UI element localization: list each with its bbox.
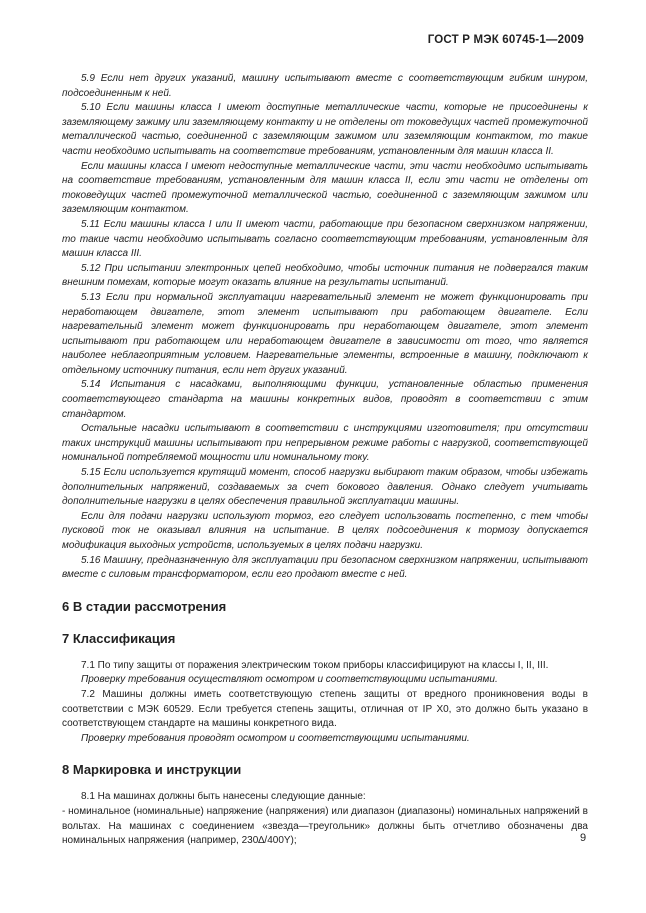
- paragraph-5-15: 5.15 Если используется крутящий момент, способ нагрузки выбирают таким образом, чтобы избежать дополнительных напряжений, создаваемых за счет бокового давления. Однако следует учитывать дополнительные нагрузки в целях обеспечения правильной эксплуатации машины.: [62, 467, 588, 508]
- paragraph-5-14: 5.14 Испытания с насадками, выполняющими функции, установленные областью применения соответствующего стандарта на машины конкретных видов, проводят в соответствии с этим стандартом.: [62, 379, 588, 420]
- paragraph-5-13: 5.13 Если при нормальной эксплуатации нагревательный элемент не может функционировать при неработающем двигателе, этот элемент испытывают при работающем двигателе. Если нагревательный элемент может функционировать при неработающем двигателе, этот элемент испытывают при работающем или неработающем двигателе в зависимости от того, что является наиболее неблагоприятным условием. Нагревательные элементы, встроенные в машину, подключают к отдельному источнику питания, если нет других указаний.: [62, 291, 588, 376]
- page-number: 9: [580, 832, 587, 844]
- paragraph-8-1: 8.1 На машинах должны быть нанесены следующие данные:: [81, 791, 366, 803]
- section-8-heading: 8 Маркировка и инструкции: [62, 762, 242, 778]
- paragraph-5-12: 5.12 При испытании электронных цепей необходимо, чтобы источник питания не подвергался таким внешним помехам, которые могут оказать влияние на результаты испытаний.: [62, 262, 588, 289]
- paragraph-7-2-check: Проверку требования проводят осмотром и соответствующими испытаниями.: [81, 732, 470, 744]
- paragraph-7-1-check: Проверку требования осуществляют осмотром и соответствующими испытаниями.: [81, 674, 498, 686]
- page-content: [62, 72, 588, 849]
- paragraph-7-2: 7.2 Машины должны иметь соответствующую степень защиты от вредного проникновения воды в соответствии с МЭК 60529. Если требуется степень защиты, отличная от IP X0, это должно быть указано в соответствующем стандарте на машины конкретного вида.: [62, 688, 588, 730]
- section-6-heading: 6 В стадии рассмотрения: [62, 598, 227, 614]
- paragraph-5-16: 5.16 Машину, предназначенную для эксплуатации при безопасном сверхнизком напряжении, испытывают вместе с силовым трансформатором, если его продают вместе с ней.: [62, 554, 588, 581]
- paragraph-5-11: 5.11 Если машины класса I или II имеют части, работающие при безопасном сверхнизком напряжении, то такие части необходимо испытывать согласно соответствующим требованиям, установленным для машин класса III.: [62, 218, 588, 260]
- paragraph-5-9: 5.9 Если нет других указаний, машину испытывают вместе с соответствующим гибким шнуром, подсоединенным к ней.: [62, 73, 588, 99]
- paragraph-8-1-item: - номинальное (номинальные) напряжение (напряжения) или диапазон (диапазоны) номинальных напряжений в вольтах. На машинах с соединением «звезда—треугольник» должны быть отчетливо обозначены два номинальных напряжения (например, 230∆/400Y);: [62, 805, 588, 847]
- section-7-heading: 7 Классификация: [62, 630, 176, 646]
- paragraph-5-15-cont: Если для подачи нагрузки используют тормоз, его следует использовать постепенно, с тем чтобы пусковой ток не оказывал влияния на испытание. В целях подсоединения к тормозу допускается модификация выходных устройств, используемых в целях подачи нагрузки.: [62, 510, 588, 551]
- document-header: ГОСТ Р МЭК 60745-1—2009: [427, 34, 584, 46]
- paragraph-5-10: 5.10 Если машины класса I имеют доступные металлические части, которые не присоединены к заземляющему зажиму или заземляющему контакту и не отделены от токоведущих частей промежуточной металлической частью, соединенной с заземляющим зажимом или заземляющим контактом, то такие части необходимо испытывать на соответствие требованиям, установленным для машин класса II.: [62, 102, 588, 157]
- paragraph-7-1: 7.1 По типу защиты от поражения электрическим током приборы классифицируют на классы I, II, III.: [81, 659, 549, 671]
- paragraph-5-14-cont: Остальные насадки испытывают в соответствии с инструкциями изготовителя; при отсутствии таких инструкций машины испытывают при непрерывном режиме работы с нагрузкой, соответствующей номинальной потребляемой мощности или номинальному току.: [62, 423, 588, 464]
- paragraph-5-10-cont: Если машины класса I имеют недоступные металлические части, эти части необходимо испытывать на соответствие требованиям, установленным для машин класса II, если эти части не отделены от токоведущих частей промежуточной металлической частью, соединенной с заземляющим зажимом или заземляющим контактом.: [62, 160, 588, 216]
